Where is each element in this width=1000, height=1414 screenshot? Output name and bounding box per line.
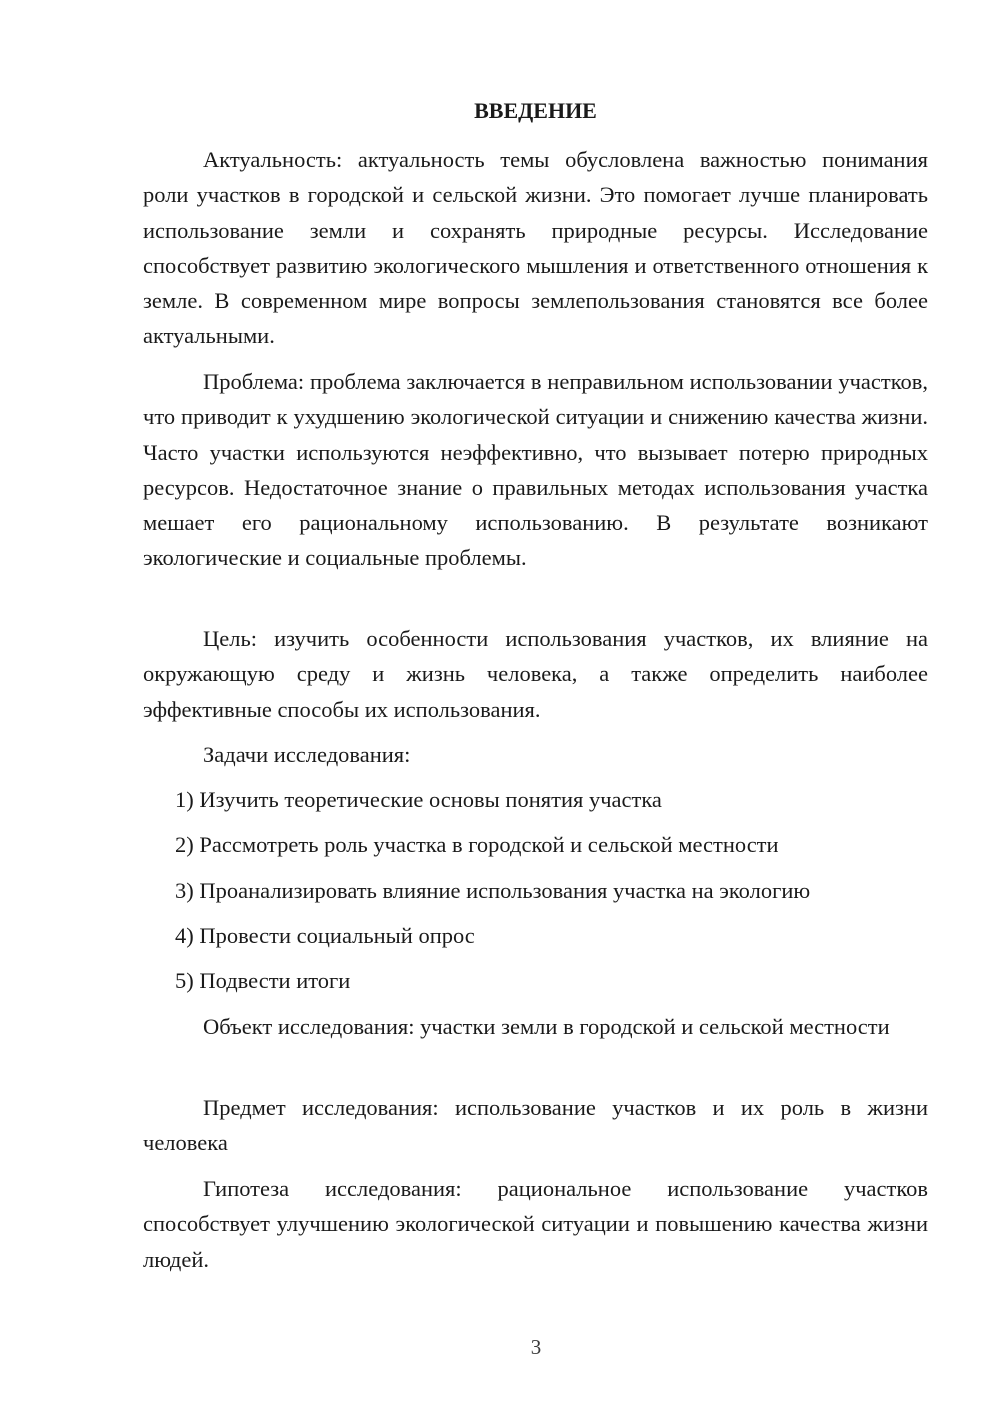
- task-item-4: 4) Провести социальный опрос: [175, 923, 475, 948]
- relevance-paragraph: Актуальность: актуальность темы обусловлена важностью понимания роли участков в городской и сельской жизни. Это помогает лучше планировать использование земли и сохранять природные ресурсы. Исследование способствует развитию экологического мышления и ответственного отношения к земле. В современном мире вопросы землепользования становятся все более актуальными.: [143, 147, 928, 349]
- task-item-3: 3) Проанализировать влияние использования участка на экологию: [175, 878, 811, 903]
- problem-paragraph: Проблема: проблема заключается в неправильном использовании участков, что приводит к ухудшению экологической ситуации и снижению качества жизни. Часто участки используются неэффективно, что вызывает потерю природных ресурсов. Недостаточное знание о правильных методах использования участка мешает его рациональному использованию. В результате возникают экологические и социальные проблемы.: [143, 369, 928, 571]
- object-paragraph: Объект исследования: участки земли в городской и сельской местности: [203, 1014, 890, 1039]
- tasks-heading: Задачи исследования:: [203, 742, 411, 767]
- task-item-5: 5) Подвести итоги: [175, 968, 351, 993]
- page-title: ВВЕДЕНИЕ: [474, 98, 597, 123]
- task-item-2: 2) Рассмотреть роль участка в городской и сельской местности: [175, 832, 779, 857]
- task-item-1: 1) Изучить теоретические основы понятия участка: [175, 787, 662, 812]
- subject-paragraph: Предмет исследования: использование участков и их роль в жизни человека: [143, 1095, 928, 1156]
- goal-paragraph: Цель: изучить особенности использования участков, их влияние на окружающую среду и жизнь человека, а также определить наиболее эффективные способы их использования.: [143, 626, 928, 722]
- hypothesis-paragraph: Гипотеза исследования: рациональное использование участков способствует улучшению экологической ситуации и повышению качества жизни людей.: [143, 1176, 928, 1272]
- page-number: 3: [530, 1335, 542, 1359]
